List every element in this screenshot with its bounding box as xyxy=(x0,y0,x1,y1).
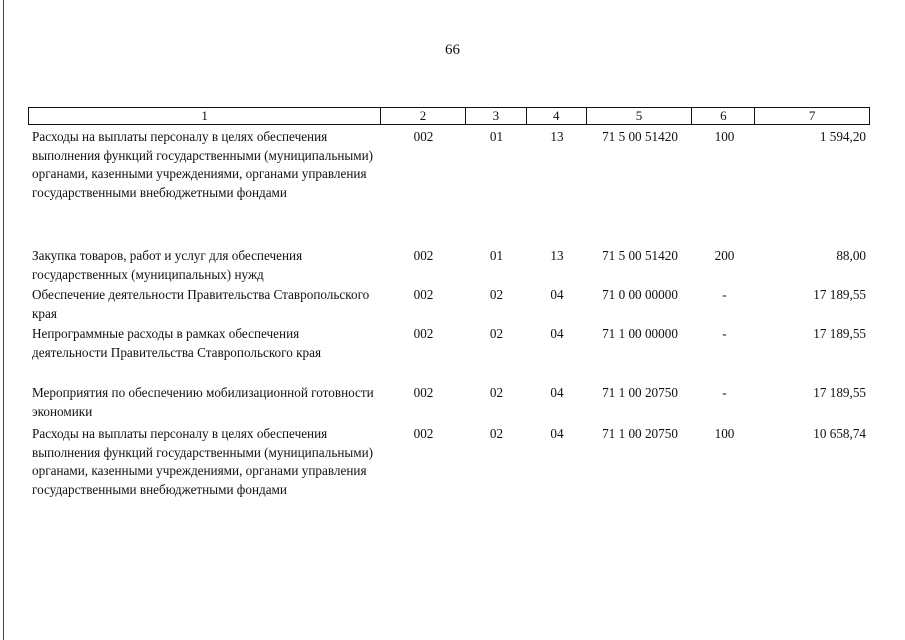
row-target-code: 71 1 00 20750 xyxy=(602,426,678,441)
row-ministry-code: 002 xyxy=(413,129,434,144)
table-row xyxy=(28,325,870,362)
row-section-code: 02 xyxy=(489,326,504,341)
row-expense-type: 100 xyxy=(714,426,735,441)
header-col-7: 7 xyxy=(808,108,816,123)
row-ministry-code: 002 xyxy=(413,248,434,263)
row-section-code: 02 xyxy=(489,426,504,441)
row-section-code: 02 xyxy=(489,287,504,302)
row-ministry-code: 002 xyxy=(413,385,434,400)
row-amount: 88,00 xyxy=(836,248,866,263)
row-target-code: 71 5 00 51420 xyxy=(602,248,678,263)
row-ministry-code: 002 xyxy=(413,287,434,302)
row-description: Обеспечение деятельности Правительства Ставропольского края xyxy=(32,287,370,321)
row-subsection-code: 13 xyxy=(550,129,564,144)
row-ministry-code: 002 xyxy=(413,326,434,341)
row-section-code: 01 xyxy=(489,248,504,263)
row-section-code: 01 xyxy=(489,129,504,144)
left-margin-line xyxy=(3,0,4,640)
table-header xyxy=(28,107,870,125)
row-amount: 17 189,55 xyxy=(813,287,866,302)
row-description: Расходы на выплаты персоналу в целях обеспечения выполнения функций государственными (муниципальными) органами, казенными учреждениями, органами управления государственными внебюджетными фондами xyxy=(32,426,374,497)
table-row xyxy=(28,286,870,323)
table-row xyxy=(28,425,870,499)
header-col-6: 6 xyxy=(692,108,755,124)
row-expense-type: 100 xyxy=(714,129,735,144)
row-expense-type: 200 xyxy=(714,248,735,263)
row-subsection-code: 04 xyxy=(550,426,564,441)
row-expense-type: - xyxy=(722,385,727,400)
row-amount: 17 189,55 xyxy=(813,326,866,341)
row-target-code: 71 5 00 51420 xyxy=(602,129,678,144)
header-col-2: 2 xyxy=(381,108,466,124)
row-subsection-code: 04 xyxy=(550,385,564,400)
header-col-1: 1 xyxy=(29,108,381,124)
row-section-code: 02 xyxy=(489,385,504,400)
header-col-3: 3 xyxy=(466,108,527,124)
table-row xyxy=(28,128,870,202)
row-description: Непрограммные расходы в рамках обеспечения деятельности Правительства Ставропольского края xyxy=(32,326,322,360)
table-row xyxy=(28,247,870,284)
row-subsection-code: 13 xyxy=(550,248,564,263)
row-target-code: 71 1 00 00000 xyxy=(602,326,678,341)
row-amount: 10 658,74 xyxy=(813,426,866,441)
table-row xyxy=(28,384,870,421)
row-ministry-code: 002 xyxy=(413,426,434,441)
header-col-4: 4 xyxy=(527,108,587,124)
row-subsection-code: 04 xyxy=(550,287,564,302)
row-expense-type: - xyxy=(722,287,727,302)
row-expense-type: - xyxy=(722,326,727,341)
row-target-code: 71 0 00 00000 xyxy=(602,287,678,302)
row-subsection-code: 04 xyxy=(550,326,564,341)
row-description: Расходы на выплаты персоналу в целях обеспечения выполнения функций государственными (муниципальными) органами, казенными учреждениями, органами управления государственными внебюджетными фондами xyxy=(32,129,374,200)
header-col-5: 5 xyxy=(587,108,693,124)
row-amount: 1 594,20 xyxy=(819,129,866,144)
row-description: Закупка товаров, работ и услуг для обеспечения государственных (муниципальных) нужд xyxy=(32,248,303,282)
row-description: Мероприятия по обеспечению мобилизационной готовности экономики xyxy=(32,385,374,419)
page-number: 66 xyxy=(445,42,460,58)
row-target-code: 71 1 00 20750 xyxy=(602,385,678,400)
row-amount: 17 189,55 xyxy=(813,385,866,400)
